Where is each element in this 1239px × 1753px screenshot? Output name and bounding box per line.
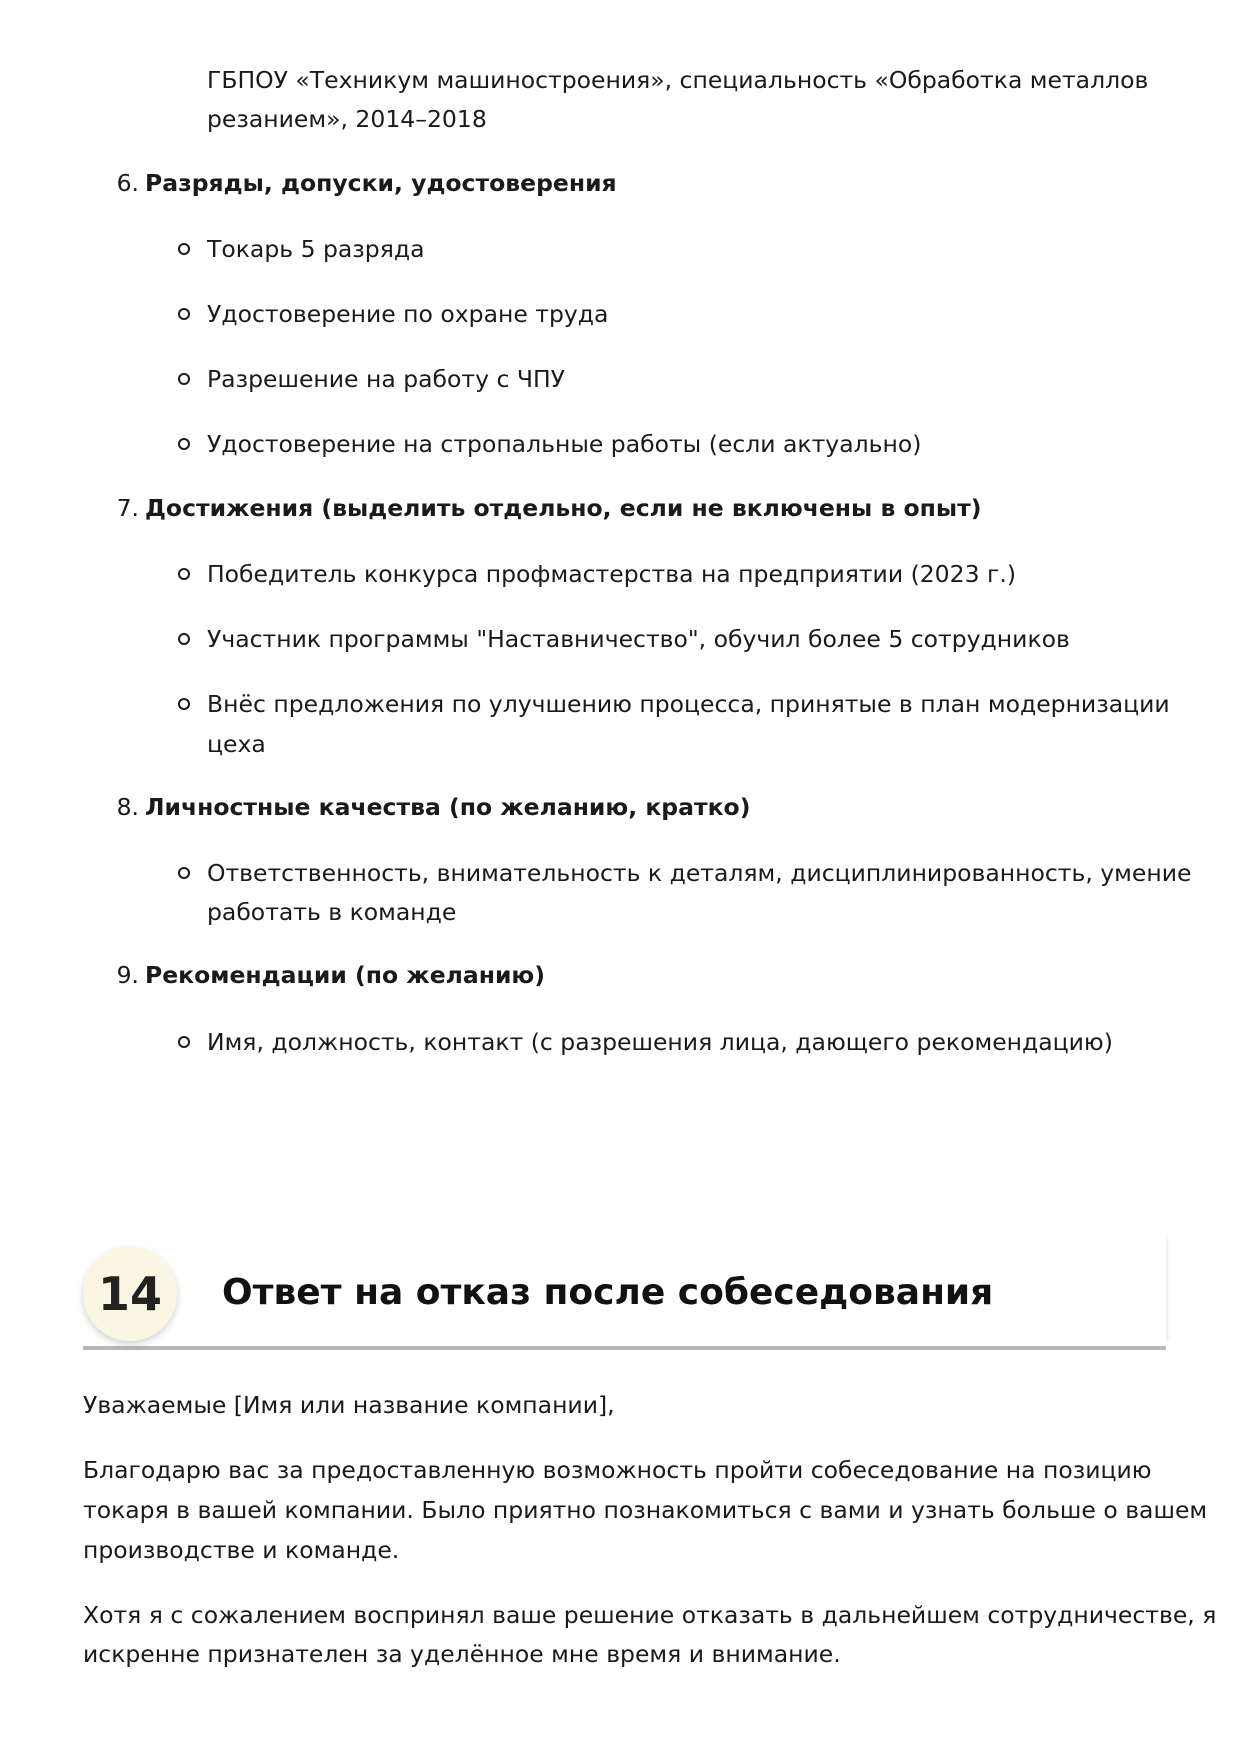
list-item: Токарь 5 разряда [207,235,425,263]
bullet-icon [178,633,190,645]
list-item: Разрешение на работу с ЧПУ [207,365,565,393]
bullet-icon [178,867,190,879]
list-item: Ответственность, внимательность к деталям, дисциплинированность, умение [207,859,1192,887]
bullet-icon [178,308,190,320]
list-item: Участник программы "Наставничество", обучил более 5 сотрудников [207,625,1070,653]
header-divider [83,1346,1166,1350]
section-header [83,1235,1166,1349]
bullet-icon [178,243,190,255]
bullet-icon [178,438,190,450]
letter-paragraph-1-line: токаря в вашей компании. Было приятно познакомиться с вами и узнать больше о вашем [83,1496,1208,1524]
list-item: Удостоверение по охране труда [207,300,609,328]
list-item: Имя, должность, контакт (с разрешения лица, дающего рекомендацию) [207,1028,1113,1056]
list-heading-references: Рекомендации (по желанию) [145,961,545,989]
section-number-badge: 14 [83,1247,177,1341]
list-number-8: 8. [116,793,139,821]
list-item: Удостоверение на стропальные работы (если актуально) [207,430,922,458]
list-heading-qualifications: Разряды, допуски, удостоверения [145,169,617,197]
letter-paragraph-2-line: Хотя я с сожалением воспринял ваше решение отказать в дальнейшем сотрудничестве, я [83,1601,1217,1629]
list-item-continuation: работать в команде [207,898,457,926]
bullet-icon [178,568,190,580]
list-item: Внёс предложения по улучшению процесса, принятые в план модернизации [207,690,1170,718]
letter-paragraph-1-line: Благодарю вас за предоставленную возможность пройти собеседование на позицию [83,1456,1152,1484]
education-line-2: резанием», 2014–2018 [207,105,487,133]
list-item: Победитель конкурса профмастерства на предприятии (2023 г.) [207,560,1016,588]
bullet-icon [178,698,190,710]
bullet-icon [178,373,190,385]
list-item-continuation: цеха [207,730,266,758]
list-heading-personal-qualities: Личностные качества (по желанию, кратко) [145,793,751,821]
list-number-6: 6. [116,169,139,197]
letter-paragraph-2-line: искренне признателен за уделённое мне время и внимание. [83,1640,841,1668]
letter-paragraph-1-line: производстве и команде. [83,1536,400,1564]
section-title: Ответ на отказ после собеседования [222,1272,994,1313]
list-number-7: 7. [116,494,139,522]
letter-greeting: Уважаемые [Имя или название компании], [83,1391,615,1419]
list-heading-achievements: Достижения (выделить отдельно, если не включены в опыт) [145,494,982,522]
list-number-9: 9. [116,961,139,989]
education-line-1: ГБПОУ «Техникум машиностроения», специальность «Обработка металлов [207,66,1149,94]
bullet-icon [178,1036,190,1048]
